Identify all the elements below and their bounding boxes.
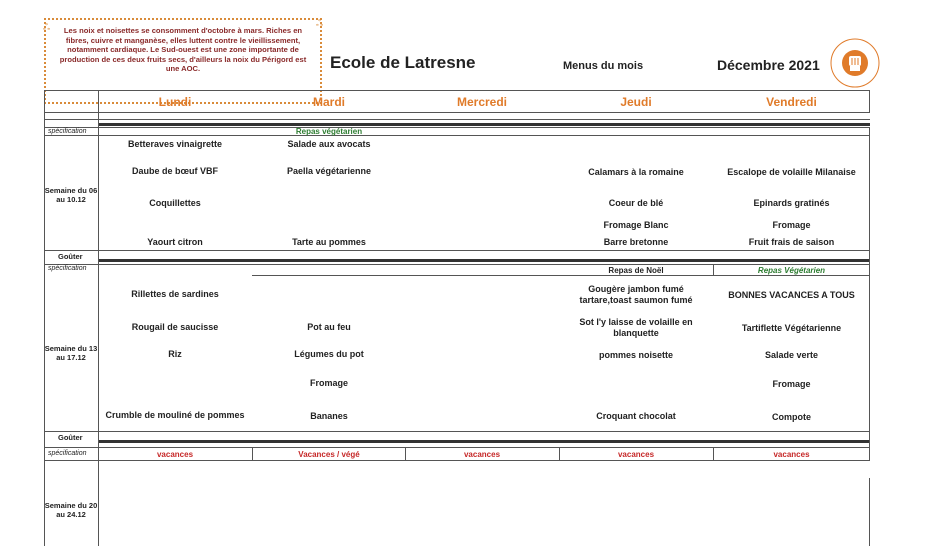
note-corner-icon: ஃ	[43, 22, 51, 32]
menu-item: Yaourt citron	[147, 237, 203, 247]
menu-item: Fromage	[772, 379, 811, 389]
menu-item: Fromage	[772, 220, 811, 230]
menu-item: Pot au feu	[307, 322, 351, 332]
table-right-border	[869, 478, 870, 546]
spec-label: spécification	[48, 265, 87, 272]
table-thick-rule	[98, 123, 870, 126]
spec-monday-week3: vacances	[156, 450, 194, 459]
menu-item: Crumble de mouliné de pommes	[105, 410, 245, 420]
menu-item: BONNES VACANCES A TOUS	[728, 290, 855, 300]
spec-tuesday-week1: Repas végétarien	[295, 127, 363, 136]
week-label: Semaine du 13 au 17.12	[44, 344, 98, 362]
nutrition-note-text: Les noix et noisettes se consomment d'octobre à mars. Riches en fibres, cuivre et manganèse, elles luttent contre le vieillissement, notamment cardiaque. Le Sud-ouest est une zone importante de production de ces deux fruits secs, d'ailleurs la noix du Périgord est une AOC.	[59, 26, 307, 74]
week-label: Semaine du 20 au 24.12	[44, 501, 98, 519]
menu-item: Coeur de blé	[608, 198, 664, 208]
restaurant-logo-icon	[830, 38, 880, 88]
menu-item: Fruit frais de saison	[748, 237, 835, 247]
menu-item: Coquillettes	[149, 198, 201, 208]
table-rule	[44, 135, 870, 136]
table-rule	[44, 250, 870, 251]
table-rule	[44, 119, 870, 120]
spec-tuesday-week3: Vacances / végé	[298, 450, 360, 459]
menu-item: Compote	[772, 412, 811, 422]
spec-friday-week3: vacances	[773, 450, 810, 459]
table-rule	[44, 460, 870, 461]
menu-item: Salade verte	[764, 350, 819, 360]
note-corner-icon: ஃ	[315, 18, 323, 28]
menu-item: Tartiflette Végétarienne	[741, 323, 842, 333]
nutrition-note-box	[44, 18, 322, 104]
table-rule	[44, 127, 870, 128]
table-rule	[44, 447, 870, 448]
menu-item: Bananes	[310, 411, 348, 421]
table-week-column-border	[98, 90, 99, 546]
day-header-mardi: Mardi	[312, 95, 345, 109]
menu-item: Epinards gratinés	[753, 198, 830, 208]
table-left-border	[44, 90, 45, 546]
menu-item: Fromage Blanc	[603, 220, 669, 230]
menu-item: Salade aux avocats	[287, 139, 371, 149]
menu-item: Tarte au pommes	[292, 237, 366, 247]
menu-item: Sot l'y laisse de volaille en blanquette	[579, 317, 693, 338]
gouter-label: Goûter	[58, 252, 83, 261]
day-header-vendredi: Vendredi	[766, 95, 817, 109]
table-top-rule	[44, 90, 870, 91]
menu-item: Rougail de saucisse	[131, 322, 219, 332]
spec-label: spécification	[48, 128, 87, 135]
week-label: Semaine du 06 au 10.12	[44, 186, 98, 204]
menu-item: pommes noisette	[598, 350, 674, 360]
day-header-mercredi: Mercredi	[456, 95, 508, 109]
menu-item: Betteraves vinaigrette	[127, 139, 223, 149]
spec-thursday-week3: vacances	[617, 450, 655, 459]
school-name: Ecole de Latresne	[330, 53, 476, 72]
menus-title: Menus du mois	[563, 60, 644, 72]
menu-item: Escalope de volaille Milanaise	[727, 167, 856, 177]
menu-item: Rillettes de sardines	[131, 289, 219, 299]
table-thick-rule	[98, 440, 870, 443]
gouter-label: Goûter	[58, 433, 83, 442]
menu-item: Riz	[168, 349, 182, 359]
spec-label: spécification	[48, 450, 87, 457]
menu-item: Croquant chocolat	[596, 411, 676, 421]
menu-item: Légumes du pot	[294, 349, 364, 359]
month-title: Décembre 2021	[717, 57, 820, 73]
menu-item: Calamars à la romaine	[588, 167, 684, 177]
day-header-jeudi: Jeudi	[620, 95, 652, 109]
menu-item: Paella végétarienne	[286, 166, 372, 176]
menu-item: Barre bretonne	[603, 237, 669, 247]
day-header-lundi: Lundi	[158, 95, 192, 109]
table-rule	[44, 431, 870, 432]
spec-wednesday-week3: vacances	[463, 450, 501, 459]
menu-item: Fromage	[309, 378, 348, 388]
spec-friday-week2: Repas Végétarien	[757, 266, 826, 275]
table-thick-rule	[98, 259, 870, 262]
spec-thursday-week2: Repas de Noël	[608, 266, 664, 275]
menu-item: Gougère jambon fumé tartare,toast saumon fumé	[579, 284, 693, 305]
table-rule	[44, 112, 870, 113]
menu-item: Daube de bœuf VBF	[132, 166, 218, 176]
